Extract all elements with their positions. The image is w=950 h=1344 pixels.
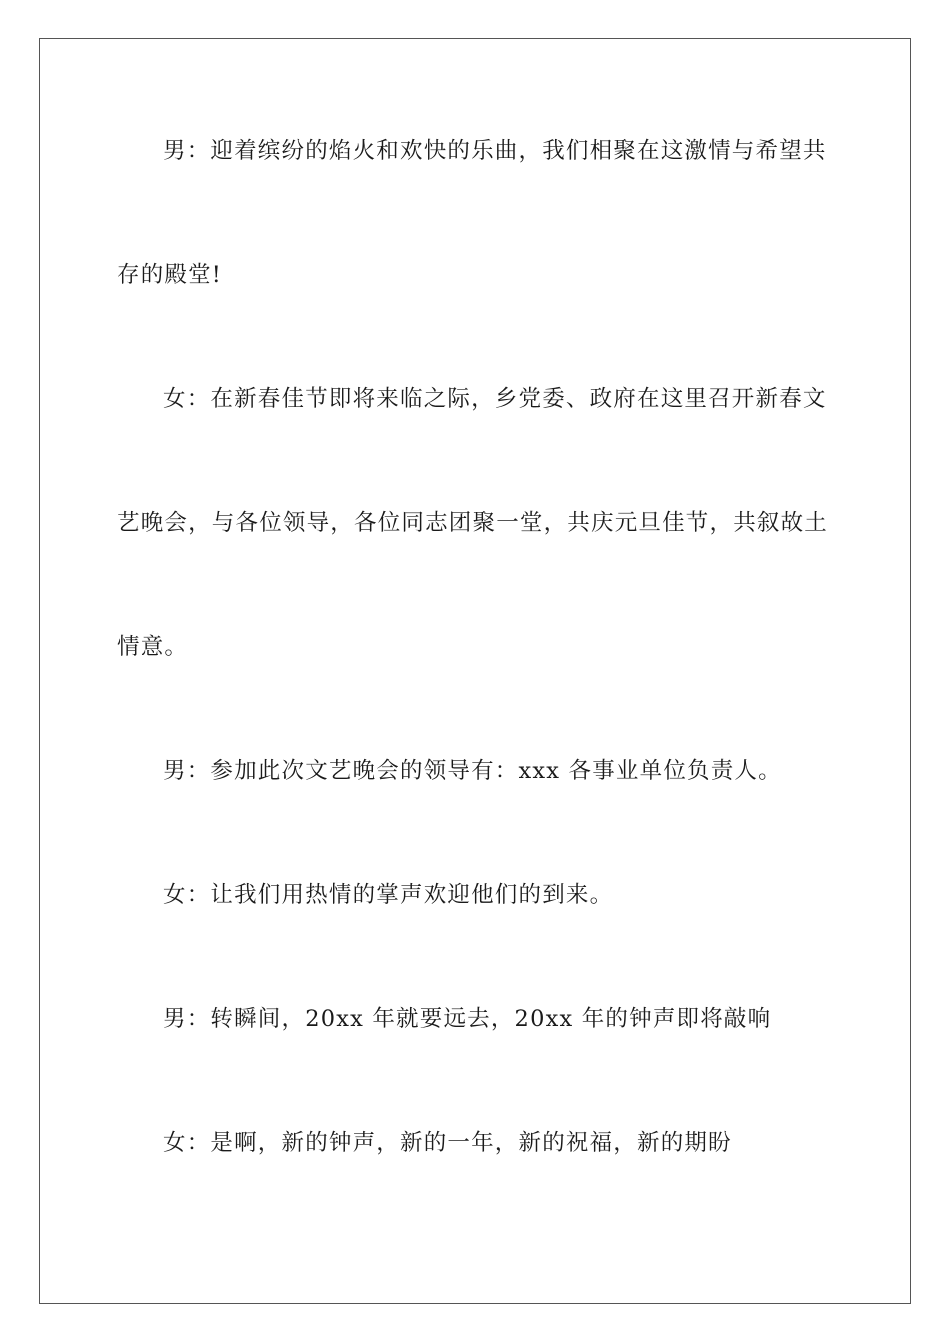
paragraph-line: 男：转瞬间，20xx 年就要远去，20xx 年的钟声即将敲响 xyxy=(163,1006,772,1032)
paragraph-line: 女：在新春佳节即将来临之际，乡党委、政府在这里召开新春文 xyxy=(163,386,827,412)
paragraph-line: 男：参加此次文艺晚会的领导有：xxx 各事业单位负责人。 xyxy=(163,758,782,784)
paragraph-line: 男：迎着缤纷的焰火和欢快的乐曲，我们相聚在这激情与希望共 xyxy=(163,138,827,164)
paragraph-line: 存的殿堂! xyxy=(117,262,223,288)
paragraph-line: 女：让我们用热情的掌声欢迎他们的到来。 xyxy=(163,882,614,908)
paragraph-line: 情意。 xyxy=(117,634,189,660)
page-border xyxy=(39,38,911,1304)
paragraph-line: 艺晚会，与各位领导，各位同志团聚一堂，共庆元旦佳节，共叙故土 xyxy=(117,510,829,536)
paragraph-line: 女：是啊，新的钟声，新的一年，新的祝福，新的期盼 xyxy=(163,1130,732,1156)
